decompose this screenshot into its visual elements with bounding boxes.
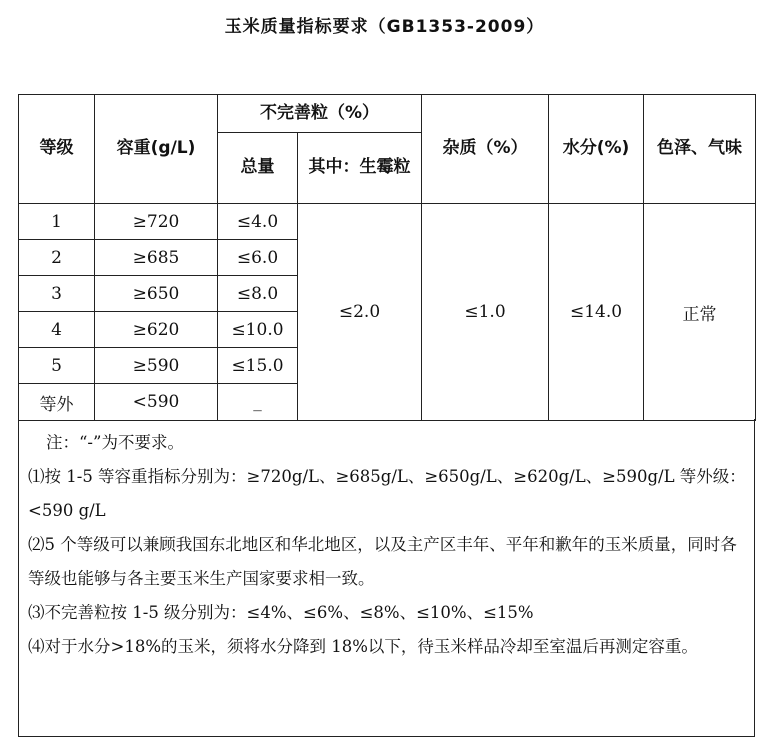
note-4: ⑷对于水分>18%的玉米，须将水分降到 18%以下，待玉米样品冷却至室温后再测定容重。 — [28, 637, 698, 656]
header-mould: 其中：生霉粒 — [298, 133, 422, 204]
row-density: ≥685 — [95, 240, 218, 276]
notes — [28, 426, 750, 664]
note-intro: 注：“-”为不要求。 — [46, 433, 184, 452]
row-grade: 3 — [19, 276, 95, 312]
document-title: 玉米质量指标要求（GB1353-2009） — [224, 17, 545, 37]
quality-table — [18, 94, 756, 421]
row-density: ≥720 — [95, 204, 218, 240]
row-total: ≤6.0 — [218, 240, 298, 276]
row-density: ≥590 — [95, 348, 218, 384]
impurity-value: ≤1.0 — [422, 204, 549, 421]
row-total: ≤15.0 — [218, 348, 298, 384]
note-1: ⑴按 1-5 等容重指标分别为：≥720g/L、≥685g/L、≥650g/L、≥620g/L、≥590g/L 等外级：<590 g/L — [28, 467, 746, 520]
row-grade: 2 — [19, 240, 95, 276]
row-grade: 5 — [19, 348, 95, 384]
header-total: 总量 — [218, 133, 298, 204]
row-density: ≥650 — [95, 276, 218, 312]
row-total: _ — [218, 384, 298, 421]
moisture-value: ≤14.0 — [549, 204, 644, 421]
row-total: ≤10.0 — [218, 312, 298, 348]
color-odor-value: 正常 — [644, 204, 756, 421]
header-color-odor: 色泽、气味 — [644, 95, 756, 204]
row-grade: 等外 — [19, 384, 95, 421]
header-imperfect: 不完善粒（%） — [218, 95, 422, 133]
header-grade: 等级 — [19, 95, 95, 204]
note-2: ⑵5 个等级可以兼顾我国东北地区和华北地区，以及主产区丰年、平年和歉年的玉米质量，同时各等级也能够与各主要玉米生产国家要求相一致。 — [28, 535, 737, 588]
header-density: 容重(g/L) — [95, 95, 218, 204]
row-total: ≤8.0 — [218, 276, 298, 312]
note-3: ⑶不完善粒按 1-5 级分别为：≤4%、≤6%、≤8%、≤10%、≤15% — [28, 603, 534, 622]
header-moisture: 水分(%) — [549, 95, 644, 204]
row-density: <590 — [95, 384, 218, 421]
mould-value: ≤2.0 — [298, 204, 422, 421]
row-grade: 1 — [19, 204, 95, 240]
row-density: ≥620 — [95, 312, 218, 348]
header-impurity: 杂质（%） — [422, 95, 549, 204]
row-total: ≤4.0 — [218, 204, 298, 240]
row-grade: 4 — [19, 312, 95, 348]
